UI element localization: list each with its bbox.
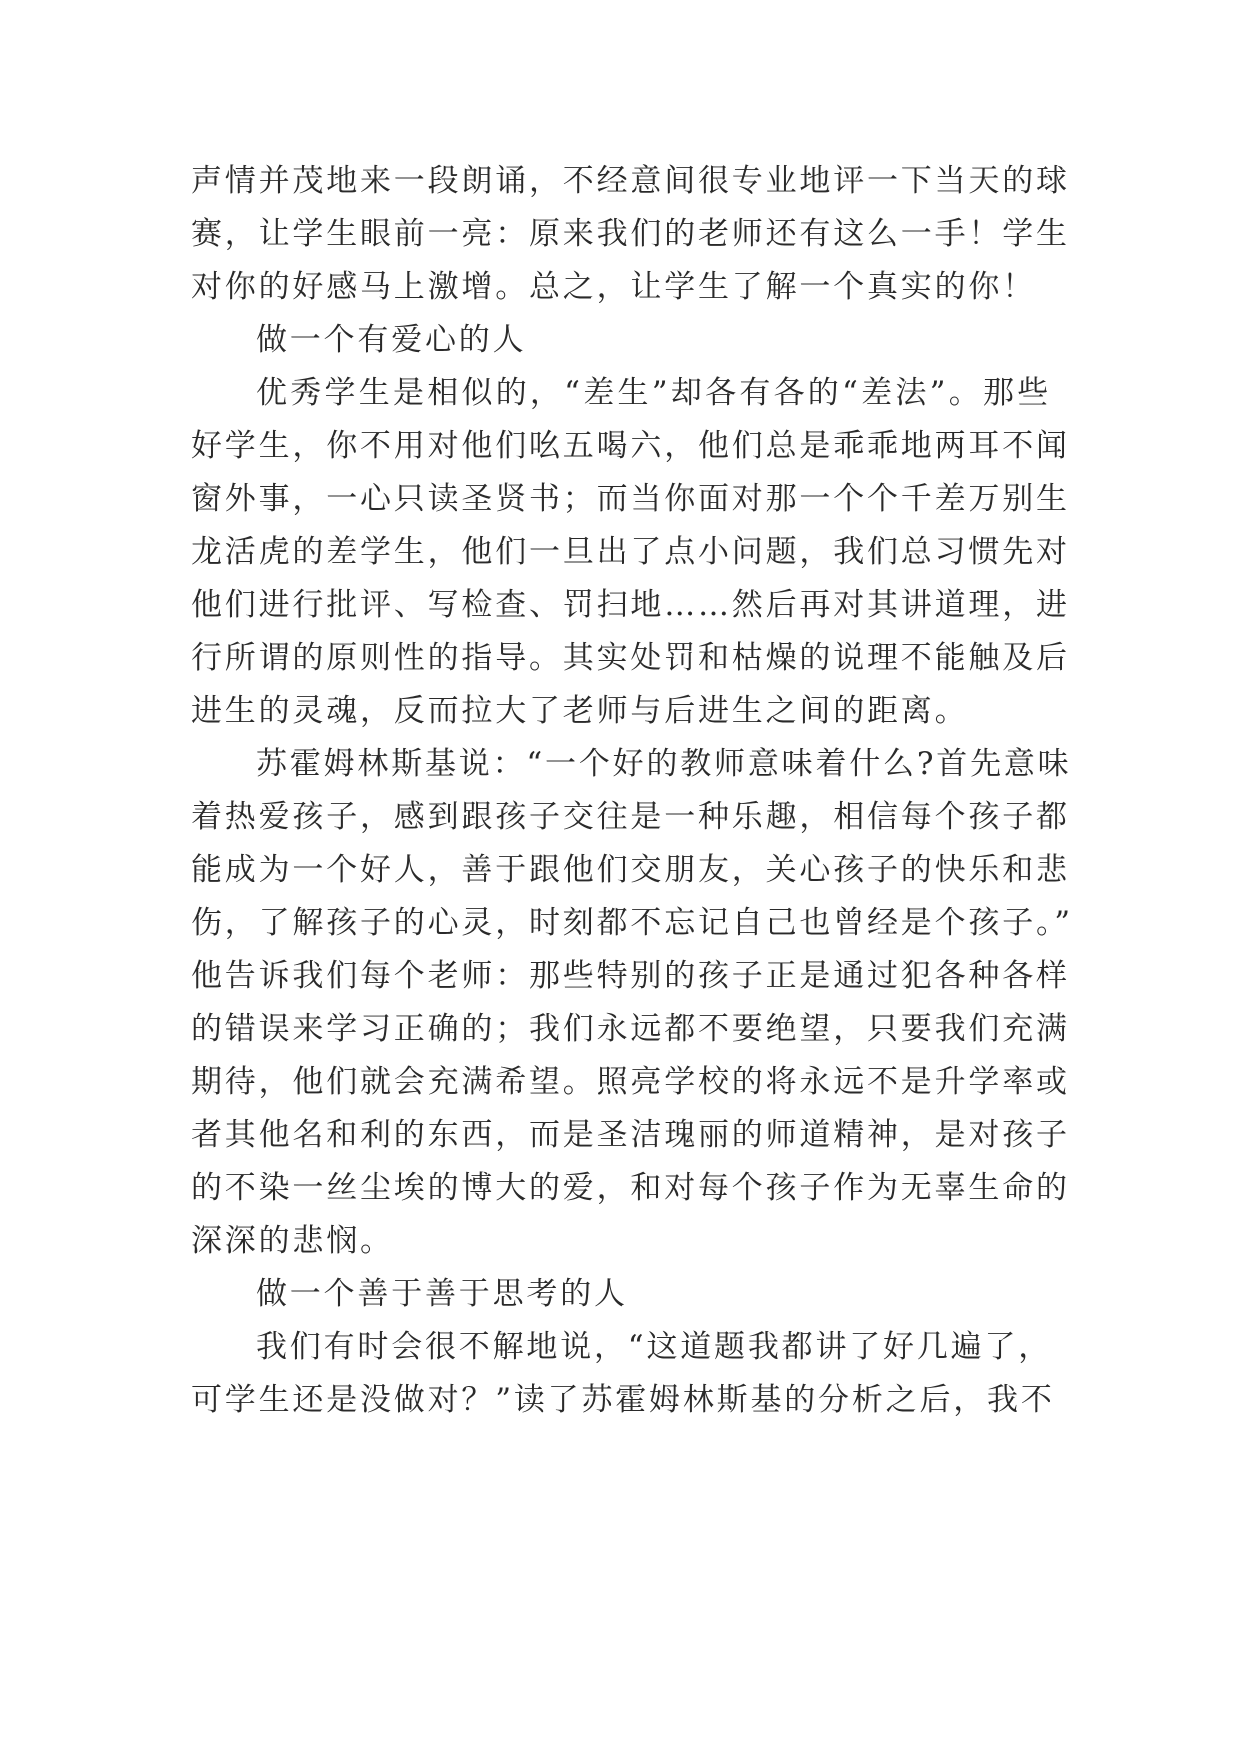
text-line: 伤，了解孩子的心灵，时刻都不忘记自己也曾经是个孩子。”: [191, 905, 1073, 941]
text-line: 优秀学生是相似的，“差生”却各有各的“差法”。那些: [256, 375, 1051, 411]
text-line: 期待，他们就会充满希望。照亮学校的将永远不是升学率或: [191, 1064, 1070, 1100]
text-line: 龙活虎的差学生，他们一旦出了点小问题，我们总习惯先对: [191, 534, 1070, 570]
text-line: 可学生还是没做对？”读了苏霍姆林斯基的分析之后，我不: [191, 1382, 1055, 1418]
text-line: 深深的悲悯。: [191, 1223, 394, 1259]
text-line: 窗外事，一心只读圣贤书；而当你面对那一个个千差万别生: [191, 481, 1070, 517]
text-line: 着热爱孩子，感到跟孩子交往是一种乐趣，相信每个孩子都: [191, 799, 1070, 835]
text-line: 对你的好感马上激增。总之，让学生了解一个真实的你！: [191, 269, 1036, 305]
text-line: 能成为一个好人，善于跟他们交朋友，关心孩子的快乐和悲: [191, 852, 1070, 888]
text-line: 者其他名和利的东西，而是圣洁瑰丽的师道精神，是对孩子: [191, 1117, 1070, 1153]
section-heading: 做一个善于善于思考的人: [256, 1276, 628, 1312]
text-line: 行所谓的原则性的指导。其实处罚和枯燥的说理不能触及后: [191, 640, 1070, 676]
text-line: 进生的灵魂，反而拉大了老师与后进生之间的距离。: [191, 693, 969, 729]
text-line: 他告诉我们每个老师：那些特别的孩子正是通过犯各种各样: [191, 958, 1070, 994]
text-line: 的不染一丝尘埃的博大的爱，和对每个孩子作为无辜生命的: [191, 1170, 1070, 1206]
text-line: 声情并茂地来一段朗诵，不经意间很专业地评一下当天的球: [191, 163, 1070, 199]
text-line: 他们进行批评、写检查、罚扫地……然后再对其讲道理，进: [191, 587, 1070, 623]
text-line: 我们有时会很不解地说，“这道题我都讲了好几遍了，: [256, 1329, 1053, 1365]
text-line: 苏霍姆林斯基说：“一个好的教师意味着什么?首先意味: [256, 746, 1072, 782]
text-line: 的错误来学习正确的；我们永远都不要绝望，只要我们充满: [191, 1011, 1070, 1047]
section-heading: 做一个有爱心的人: [256, 322, 527, 358]
text-line: 好学生，你不用对他们吆五喝六，他们总是乖乖地两耳不闻: [191, 428, 1070, 464]
text-line: 赛，让学生眼前一亮：原来我们的老师还有这么一手！学生: [191, 216, 1070, 252]
